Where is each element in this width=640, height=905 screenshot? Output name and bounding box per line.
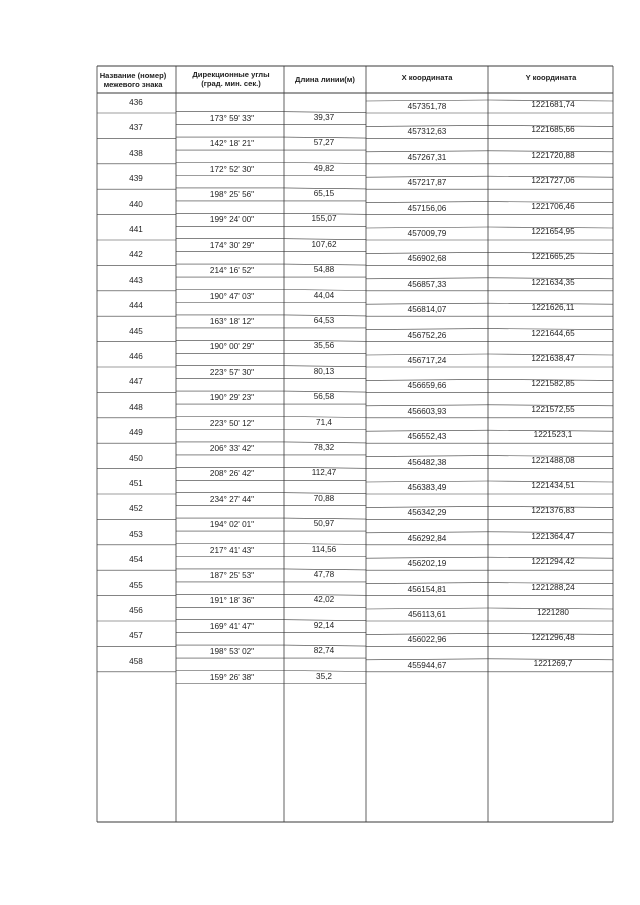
rule-point-x <box>366 379 488 380</box>
segment-line-length: 56,58 <box>313 392 335 402</box>
point-y-coordinate: 1221376,83 <box>531 506 575 516</box>
point-x-coordinate: 456659,66 <box>407 381 447 391</box>
segment-line-length: 35,56 <box>313 341 335 351</box>
segment-directional-angle: 172° 52' 30" <box>209 164 255 174</box>
point-y-coordinate: 1221288,24 <box>531 582 575 592</box>
segment-line-length: 78,32 <box>313 442 335 452</box>
header-angle-line2: (град. мин. сек.) <box>201 79 261 88</box>
segment-directional-angle: 208° 26' 42" <box>209 469 255 479</box>
segment-directional-angle: 169° 41' 47" <box>209 621 255 631</box>
rule-point-x <box>366 557 488 558</box>
segment-line-length: 112,47 <box>311 468 337 478</box>
segment-line-length: 70,88 <box>313 493 335 503</box>
point-name: 450 <box>129 453 143 463</box>
rule-point-x <box>366 278 488 279</box>
segment-directional-angle: 194° 02' 01" <box>209 520 255 530</box>
rule-point-x <box>366 151 488 152</box>
rule-point-x <box>366 202 488 203</box>
header-name-line2: межевого знака <box>103 80 163 89</box>
segment-line-length: 39,37 <box>313 112 335 122</box>
point-y-coordinate: 1221280 <box>537 608 569 617</box>
header-angle <box>181 70 281 88</box>
rule-point-x <box>366 329 488 330</box>
segment-directional-angle: 190° 47' 03" <box>209 291 255 301</box>
point-y-coordinate: 1221644,65 <box>531 328 575 338</box>
rule-point-x <box>366 583 488 584</box>
point-y-coordinate: 1221634,35 <box>531 277 575 287</box>
point-y-coordinate: 1221720,88 <box>531 150 575 160</box>
point-name: 447 <box>129 377 143 387</box>
point-name: 437 <box>129 123 143 133</box>
point-name: 454 <box>129 555 143 565</box>
segment-directional-angle: 214° 16' 52" <box>209 266 255 276</box>
point-name: 448 <box>129 402 143 412</box>
point-x-coordinate: 457156,06 <box>407 203 447 213</box>
segment-line-length: 57,27 <box>313 138 335 148</box>
point-y-coordinate: 1221665,25 <box>531 252 575 262</box>
point-name: 442 <box>129 250 143 260</box>
point-name: 449 <box>129 428 143 438</box>
point-x-coordinate: 456482,38 <box>407 457 447 467</box>
segment-directional-angle: 198° 53' 02" <box>209 647 255 657</box>
point-name: 438 <box>129 148 143 158</box>
point-x-coordinate: 456814,07 <box>407 305 447 315</box>
segment-line-length: 114,56 <box>311 544 337 554</box>
point-name: 446 <box>129 352 143 361</box>
segment-line-length: 42,02 <box>313 595 335 605</box>
segment-directional-angle: 223° 50' 12" <box>209 418 255 428</box>
point-x-coordinate: 456752,26 <box>407 330 447 340</box>
point-x-coordinate: 457351,78 <box>407 102 447 111</box>
header-angle-line1: Дирекционные углы <box>192 70 270 79</box>
point-x-coordinate: 457009,79 <box>407 229 447 238</box>
segment-line-length: 92,14 <box>313 620 335 630</box>
point-x-coordinate: 456292,84 <box>407 533 447 543</box>
segment-directional-angle: 190° 00' 29" <box>209 342 255 352</box>
point-y-coordinate: 1221706,46 <box>531 201 575 211</box>
point-x-coordinate: 456113,61 <box>407 610 447 619</box>
rule-point-x <box>366 430 488 431</box>
segment-directional-angle: 191° 18' 36" <box>209 596 255 606</box>
point-y-coordinate: 1221269,7 <box>533 658 573 668</box>
point-name: 441 <box>129 225 143 234</box>
rule-point-x <box>366 506 488 507</box>
rule-point-x <box>366 354 488 355</box>
point-y-coordinate: 1221582,85 <box>531 379 575 389</box>
point-name: 439 <box>129 174 143 184</box>
segment-line-length: 155,07 <box>311 214 337 224</box>
point-name: 444 <box>129 301 143 311</box>
point-name: 453 <box>129 529 143 539</box>
point-x-coordinate: 457312,63 <box>407 127 447 137</box>
point-x-coordinate: 456717,24 <box>407 356 447 365</box>
point-x-coordinate: 456857,33 <box>407 279 447 289</box>
point-name: 436 <box>129 98 143 107</box>
point-name: 443 <box>129 275 143 285</box>
point-y-coordinate: 1221364,47 <box>531 531 575 541</box>
segment-directional-angle: 187° 25' 53" <box>209 570 255 580</box>
point-y-coordinate: 1221654,95 <box>531 227 575 236</box>
point-y-coordinate: 1221727,06 <box>531 176 575 186</box>
point-y-coordinate: 1221685,66 <box>531 125 575 135</box>
point-name: 452 <box>129 504 143 514</box>
point-name: 455 <box>129 580 143 590</box>
point-x-coordinate: 457267,31 <box>407 152 447 162</box>
segment-directional-angle: 163° 18' 12" <box>209 316 255 326</box>
rule-point-x <box>366 456 488 457</box>
point-y-coordinate: 1221434,51 <box>531 481 575 490</box>
segment-line-length: 44,04 <box>313 290 335 300</box>
rule-point-x <box>366 176 488 177</box>
segment-line-length: 80,13 <box>313 366 335 376</box>
segment-directional-angle: 190° 29' 23" <box>209 393 255 403</box>
segment-line-length: 49,82 <box>313 163 335 173</box>
point-y-coordinate: 1221294,42 <box>531 557 575 567</box>
segment-line-length: 35,2 <box>316 671 332 681</box>
point-name: 440 <box>129 199 143 209</box>
header-name <box>97 71 169 89</box>
rule-point-x <box>366 405 488 406</box>
point-x-coordinate: 456154,81 <box>407 584 447 594</box>
rule-point-x <box>366 252 488 253</box>
segment-directional-angle: 223° 57' 30" <box>209 367 255 377</box>
point-y-coordinate: 1221296,48 <box>531 633 575 643</box>
segment-directional-angle: 142° 18' 21" <box>209 139 255 149</box>
point-x-coordinate: 456603,93 <box>407 406 447 416</box>
point-y-coordinate: 1221681,74 <box>531 100 575 109</box>
segment-directional-angle: 217° 41' 43" <box>209 545 255 555</box>
point-name: 457 <box>129 631 143 641</box>
rule-point-x <box>366 633 488 634</box>
point-name: 451 <box>129 479 143 488</box>
point-x-coordinate: 456022,96 <box>407 635 447 645</box>
point-x-coordinate: 456902,68 <box>407 254 447 264</box>
segment-line-length: 82,74 <box>313 646 335 656</box>
segment-directional-angle: 174° 30' 29" <box>209 240 255 250</box>
rule-point-x <box>366 227 488 228</box>
segment-line-length: 47,78 <box>313 569 335 579</box>
point-name: 445 <box>129 326 143 336</box>
segment-line-length: 71,4 <box>316 417 332 427</box>
segment-line-length: 64,53 <box>313 315 335 325</box>
point-y-coordinate: 1221572,55 <box>531 404 575 414</box>
rule-point-x <box>366 481 488 482</box>
point-y-coordinate: 1221638,47 <box>531 354 575 363</box>
segment-line-length: 65,15 <box>313 188 335 198</box>
rule-point-x <box>366 659 488 660</box>
segment-directional-angle: 199° 24' 00" <box>209 215 255 225</box>
point-y-coordinate: 1221488,08 <box>531 455 575 465</box>
segment-line-length: 107,62 <box>311 239 337 249</box>
point-x-coordinate: 456202,19 <box>407 559 447 569</box>
segment-directional-angle: 159° 26' 38" <box>209 672 255 682</box>
point-y-coordinate: 1221523,1 <box>533 430 573 440</box>
rule-point-x <box>366 125 488 126</box>
point-x-coordinate: 456383,49 <box>407 483 447 492</box>
point-x-coordinate: 457217,87 <box>407 178 447 188</box>
segment-directional-angle: 234° 27' 44" <box>209 494 255 504</box>
segment-directional-angle: 206° 33' 42" <box>209 443 255 453</box>
rule-point-x <box>366 608 488 609</box>
segment-line-length: 54,88 <box>313 265 335 275</box>
rule-point-x <box>366 532 488 533</box>
segment-directional-angle: 198° 25' 56" <box>209 189 255 199</box>
header-length: Длина линии(м) <box>295 75 355 84</box>
point-x-coordinate: 456342,29 <box>407 508 447 518</box>
point-name: 458 <box>129 656 143 666</box>
rule-point-x <box>366 303 488 304</box>
header-y: Y координата <box>525 73 577 82</box>
header-name-line1: Название (номер) <box>99 71 167 80</box>
segment-directional-angle: 173° 59' 33" <box>209 113 255 123</box>
point-name: 456 <box>129 606 143 615</box>
segment-line-length: 50,97 <box>313 519 335 529</box>
point-x-coordinate: 455944,67 <box>407 660 447 670</box>
header-x: X координата <box>401 73 453 82</box>
point-y-coordinate: 1221626,11 <box>531 303 575 313</box>
rule-point-x <box>366 100 488 101</box>
point-x-coordinate: 456552,43 <box>407 432 447 442</box>
